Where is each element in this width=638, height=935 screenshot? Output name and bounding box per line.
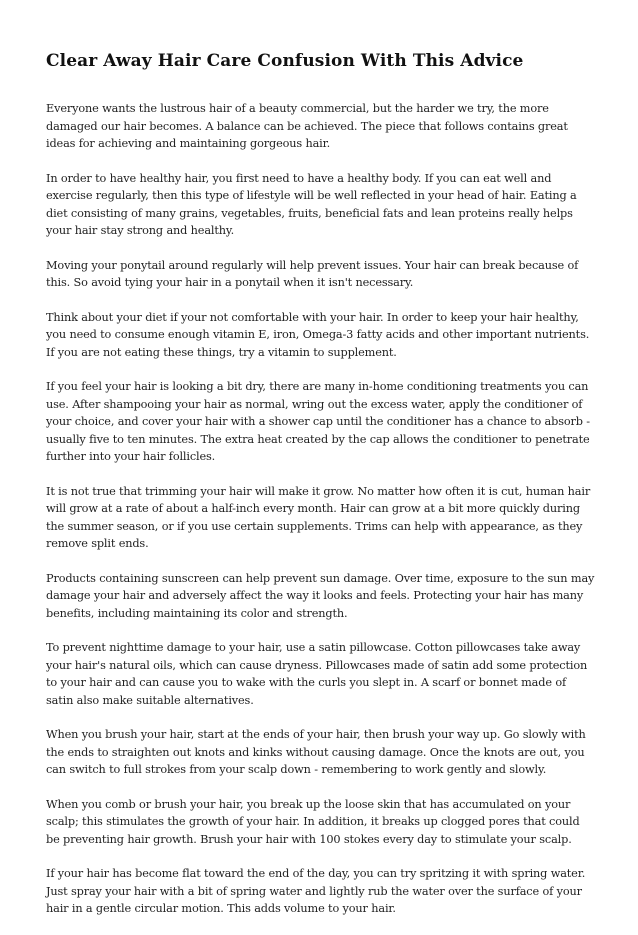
paragraph-4: Think about your diet if your not comfortable with your hair. In order to keep your hair healthy, you need to consume enough vitamin E, iron, Omega-3 fatty acids and other important nutrients. If you are not eating these things, try a vitamin to supplement. [46,310,590,359]
paragraph-5: If you feel your hair is looking a bit dry, there are many in-home conditioning treatments you can use. After shampooing your hair as normal, wring out the excess water, apply the conditioner of your choice, and cover your hair with a shower cap until the conditioner has a chance to absorb - usually five to ten minutes. The extra heat created by the cap allows the conditioner to penetrate further into your hair follicles. [46,380,590,463]
paragraph-3: Moving your ponytail around regularly will help prevent issues. Your hair can break because of this. So avoid tying your hair in a ponytail when it isn't necessary. [46,258,579,289]
paragraph-10: When you comb or brush your hair, you break up the loose skin that has accumulated on your scalp; this stimulates the growth of your hair. In addition, it breaks up clogged pores that could be preventing hair growth. Brush your hair with 100 stokes every day to stimulate your scalp. [46,797,580,846]
document-page [46,50,596,935]
paragraph-7: Products containing sunscreen can help prevent sun damage. Over time, exposure to the sun may damage your hair and adversely affect the way it looks and feels. Protecting your hair has many benefits, including maintaining its color and strength. [46,571,595,620]
paragraph-1: Everyone wants the lustrous hair of a beauty commercial, but the harder we try, the more damaged our hair becomes. A balance can be achieved. The piece that follows contains great ideas for achieving and maintaining gorgeous hair. [46,102,568,150]
paragraph-6: It is not true that trimming your hair will make it grow. No matter how often it is cut, human hair will grow at a rate of about a half-inch every month. Hair can grow at a bit more quickly during the summer season, or if you use certain supplements. Trims can help with appearance, as they remove split ends. [46,484,591,550]
paragraph-9: When you brush your hair, start at the ends of your hair, then brush your way up. Go slowly with the ends to straighten out knots and kinks without causing damage. Once the knots are out, you can switch to full strokes from your scalp down - remembering to work gently and slowly. [46,728,586,776]
document-title: Clear Away Hair Care Confusion With This Advice [46,51,524,71]
paragraph-11: If your hair has become flat toward the end of the day, you can try spritzing it with spring water. Just spray your hair with a bit of spring water and lightly rub the water over the surface of your hair in a gentle circular motion. This adds volume to your hair. [46,867,586,915]
paragraph-8: To prevent nighttime damage to your hair, use a satin pillowcase. Cotton pillowcases take away your hair's natural oils, which can cause dryness. Pillowcases made of satin add some protection to your hair and can cause you to wake with the curls you slept in. A scarf or bonnet made of satin also make suitable alternatives. [46,641,588,707]
paragraph-2: In order to have healthy hair, you first need to have a healthy body. If you can eat well and exercise regularly, then this type of lifestyle will be well reflected in your head of hair. Eating a diet consisting of many grains, vegetables, fruits, beneficial fats and lean proteins really helps your hair stay strong and healthy. [46,171,577,237]
